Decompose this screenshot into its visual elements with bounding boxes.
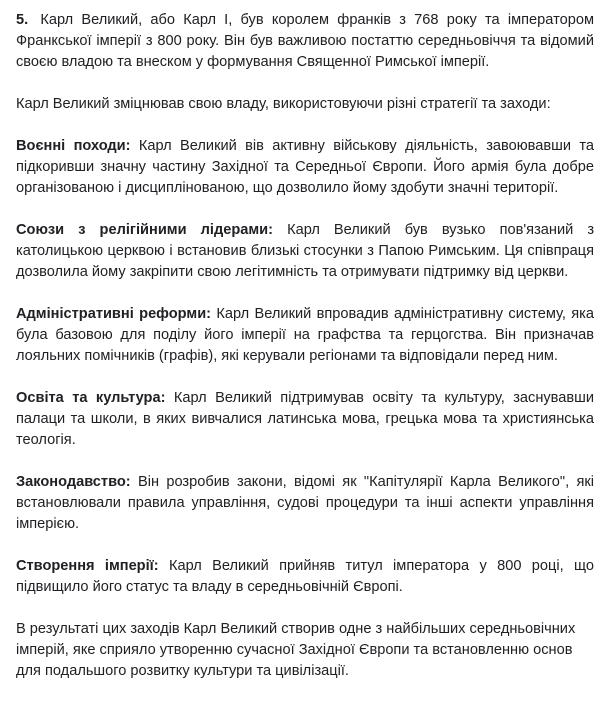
lead-paragraph	[16, 94, 594, 115]
section-heading: Освіта та культура:	[16, 390, 166, 406]
section-legislation	[16, 472, 594, 535]
section-military-campaigns	[16, 136, 594, 199]
section-text: Карл Великий прийняв титул імператора у 800 році, що підвищило його статус та владу в середньовічній Європі.	[16, 558, 595, 595]
section-heading: Створення імперії:	[16, 558, 159, 574]
section-text: Карл Великий вів активну військову діяльність, завоювавши та підкоривши значну частину Західної та Середньої Європи. Його армія була добре організованою і дисциплінованою, що дозволило йому здобути значні території.	[16, 138, 594, 196]
section-text: Карл Великий підтримував освіту та культуру, заснувавши палаци та школи, в яких вивчалися латинська мова, грецька мова та християнська теологія.	[16, 390, 594, 448]
section-text: Карл Великий впровадив адміністративну систему, яка була базовою для поділу його імперії на графства та герцогства. Він призначав лояльних помічників (графів), які керували регіонами та відповідали перед ним.	[16, 306, 595, 364]
section-text: Карл Великий був вузько пов'язаний з католицькою церквою і встановив близькі стосунки з Папою Римським. Ця співпраця дозволила йому закріпити свою легітимність та отримувати підтримку від церкви.	[16, 222, 595, 280]
section-heading: Адміністративні реформи:	[16, 306, 212, 322]
intro-paragraph	[16, 10, 594, 73]
lead-text: Карл Великий зміцнював свою владу, використовуючи різні стратегії та заходи:	[16, 96, 551, 112]
section-heading: Воєнні походи:	[16, 138, 131, 154]
section-religious-alliances	[16, 220, 594, 283]
document-body	[16, 10, 594, 682]
section-empire-creation	[16, 556, 594, 598]
item-number: 5.	[16, 12, 29, 28]
section-text: Він розробив закони, відомі як "Капітулярії Карла Великого", які встановлювали правила управління, судові процедури та інші аспекти управління імперією.	[16, 474, 594, 532]
intro-text: Карл Великий, або Карл I, був королем франків з 768 року та імператором Франкської імперії з 800 року. Він був важливою постаттю середньовіччя та відомий своєю владою та внеском у формування Священної Римської імперії.	[16, 12, 594, 70]
section-administrative-reforms	[16, 304, 594, 367]
section-education-culture	[16, 388, 594, 451]
section-heading: Союзи з релігійними лідерами:	[16, 222, 273, 238]
conclusion-text: В результаті цих заходів Карл Великий створив одне з найбільших середньовічних імперій, яке сприяло утворенню сучасної Західної Європи та встановленню основ для подальшого розвитку культури та цивілізації.	[16, 621, 576, 679]
conclusion-paragraph	[16, 619, 594, 682]
section-heading: Законодавство:	[16, 474, 131, 490]
